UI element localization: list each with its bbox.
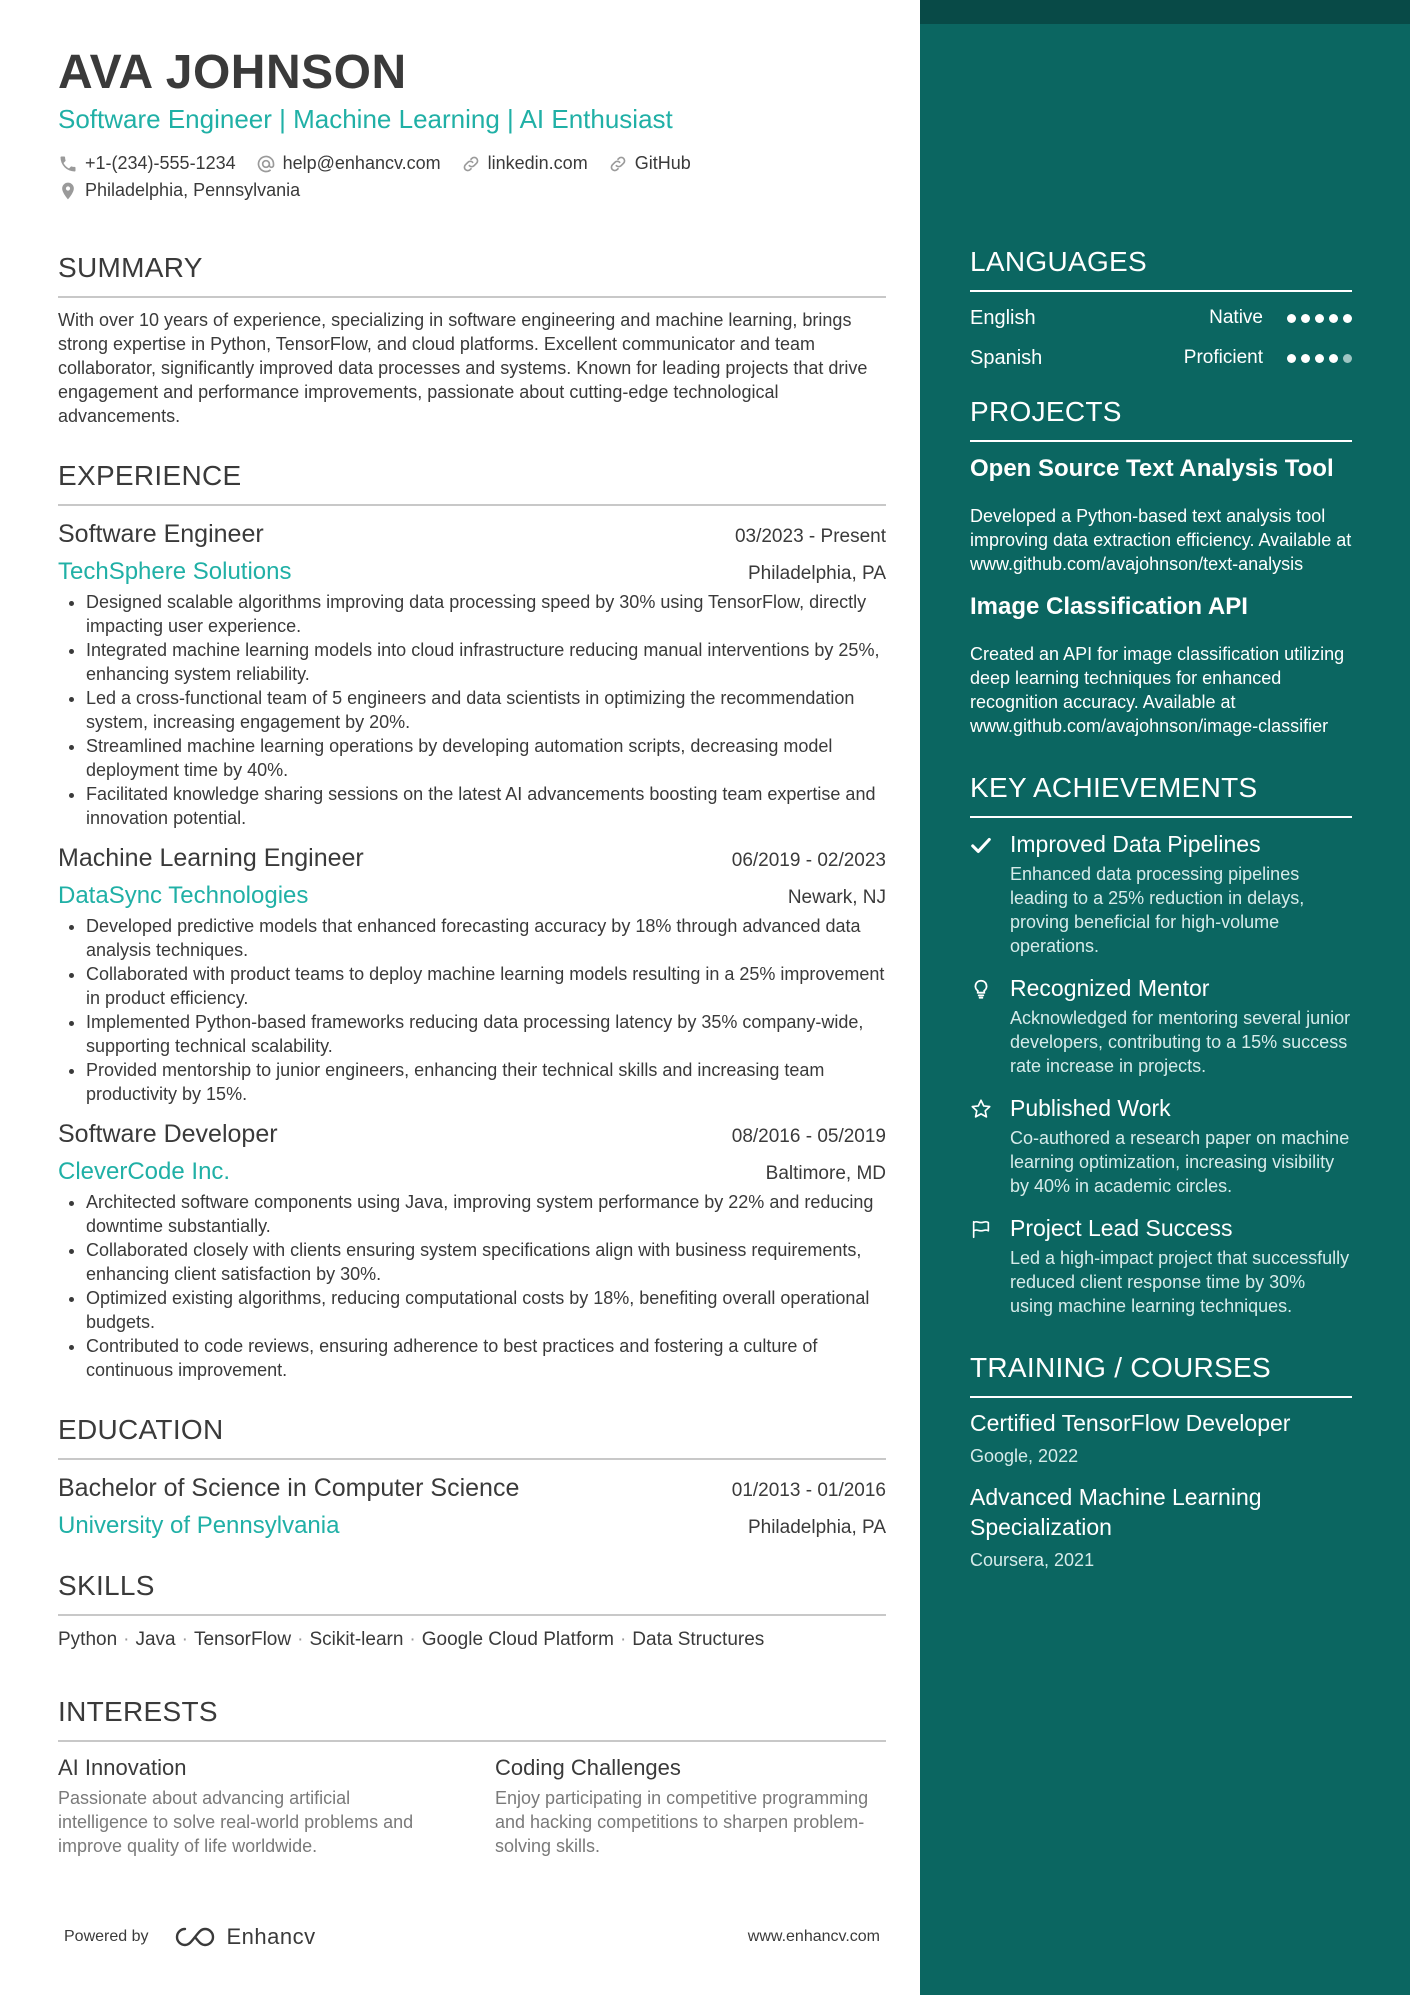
training-section [970, 1350, 1352, 1572]
interest-description: Passionate about advancing artificial intelligence to solve real-world problems and improve quality of life worldwide. [58, 1788, 414, 1856]
contact-location [58, 177, 818, 204]
job-title: Software Developer [58, 1120, 278, 1148]
job-entry [58, 840, 886, 1106]
language-row [970, 304, 1352, 332]
company-name: TechSphere Solutions [58, 558, 292, 585]
location-text: Philadelphia, Pennsylvania [85, 180, 301, 200]
interest-title: AI Innovation [58, 1755, 187, 1780]
achievements-heading: KEY ACHIEVEMENTS [970, 770, 1352, 818]
language-level: Proficient [1183, 347, 1263, 368]
achievement-item [970, 828, 1352, 958]
interest-description: Enjoy participating in competitive programming and hacking competitions to sharpen problem-solving skills. [495, 1788, 869, 1856]
achievements-section [970, 770, 1352, 1318]
project-title: Image Classification API [970, 593, 1248, 620]
linkedin-text: linkedin.com [487, 153, 588, 173]
bullet-item: • Streamlined machine learning operations by developing automation scripts, decreasing model deployment time by 40%. [86, 734, 886, 782]
sidebar-top-band [920, 0, 1410, 24]
achievement-title: Project Lead Success [1010, 1215, 1233, 1241]
bullet-item: • Contributed to code reviews, ensuring adherence to best practices and fostering a culture of continuous improvement. [86, 1334, 886, 1382]
languages-heading: LANGUAGES [970, 244, 1352, 292]
bullet-item: • Integrated machine learning models into cloud infrastructure reducing manual interventions by 25%, enhancing system reliability. [86, 638, 886, 686]
project-title: Open Source Text Analysis Tool [970, 455, 1334, 482]
interests-section [58, 1694, 886, 1858]
education-heading: EDUCATION [58, 1412, 886, 1460]
at-icon [256, 154, 276, 174]
summary-heading: SUMMARY [58, 250, 886, 298]
check-icon [970, 834, 992, 856]
language-name: English [970, 307, 1036, 329]
education-section [58, 1412, 886, 1542]
rating-dot [1287, 314, 1296, 323]
bullet-item: • Facilitated knowledge sharing sessions on the latest AI advancements boosting team expertise and innovation potential. [86, 782, 886, 830]
achievement-title: Published Work [1010, 1095, 1171, 1121]
job-location: Newark, NJ [787, 887, 886, 908]
rating-dot [1315, 354, 1324, 363]
bullet-item: • Developed predictive models that enhanced forecasting accuracy by 18% through advanced data analysis techniques. [86, 914, 886, 962]
footer [64, 1924, 880, 1950]
languages-section [970, 244, 1352, 372]
bullet-item: • Collaborated closely with clients ensuring system specifications align with business requirements, enhancing client satisfaction by 30%. [86, 1238, 886, 1286]
rating-dot [1301, 314, 1310, 323]
contact-list [58, 150, 818, 204]
brand-name: Enhancv [226, 1924, 316, 1949]
bullet-item: • Provided mentorship to junior engineers, enhancing their technical skills and increasing team productivity by 15%. [86, 1058, 886, 1106]
course-item [970, 1408, 1352, 1468]
summary-text: With over 10 years of experience, specializing in software engineering and machine learning, brings strong expertise in Python, TensorFlow, and cloud platforms. Excellent communicator and team collaborator, significantly improved data processes and systems. Known for leading projects that drive engagement and performance improvements, passionate about cutting-edge technological advancements. [58, 310, 868, 426]
education-location: Philadelphia, PA [747, 1517, 886, 1538]
job-bullets [58, 1190, 886, 1382]
candidate-name: AVA JOHNSON [58, 46, 407, 99]
skill-item: Data Structures [632, 1629, 765, 1650]
project-description: Developed a Python-based text analysis tool improving data extraction efficiency. Available at www.github.com/avajohnson/text-analysis [970, 506, 1352, 574]
job-bullets [58, 590, 886, 830]
sidebar-content [970, 244, 1352, 1572]
course-title: Certified TensorFlow Developer [970, 1410, 1291, 1436]
education-date: 01/2013 - 01/2016 [731, 1480, 886, 1501]
experience-section [58, 458, 886, 1382]
skill-item: TensorFlow [193, 1629, 292, 1650]
bullet-item: • Implemented Python-based frameworks reducing data processing latency by 35% company-wide, supporting technical scalability. [86, 1010, 886, 1058]
project-item [970, 452, 1352, 576]
skill-separator: · [297, 1629, 304, 1650]
school-name: University of Pennsylvania [58, 1512, 340, 1539]
skill-separator: · [619, 1629, 627, 1650]
rating-dot [1301, 354, 1310, 363]
powered-by-label: Powered by [64, 1928, 149, 1945]
achievement-description: Co-authored a research paper on machine learning optimization, increasing visibility by 40% in academic circles. [1010, 1128, 1350, 1196]
job-bullets [58, 914, 886, 1106]
footer-url[interactable]: www.enhancv.com [747, 1928, 880, 1945]
rating-dot [1343, 314, 1352, 323]
summary-section [58, 250, 886, 428]
course-item [970, 1482, 1352, 1572]
achievement-item [970, 972, 1352, 1078]
achievement-item [970, 1212, 1352, 1318]
job-date: 03/2023 - Present [734, 526, 886, 547]
rating-dot [1329, 354, 1338, 363]
contact-github[interactable] [608, 150, 691, 177]
language-name: Spanish [970, 347, 1043, 369]
achievement-description: Acknowledged for mentoring several junior developers, contributing to a 15% success rate increase in projects. [1010, 1008, 1351, 1076]
project-description: Created an API for image classification utilizing deep learning techniques for enhanced recognition accuracy. Available at www.github.com/avajohnson/image-classifier [970, 644, 1345, 736]
degree-title: Bachelor of Science in Computer Science [58, 1474, 520, 1502]
email-text: help@enhancv.com [282, 153, 441, 173]
candidate-headline: Software Engineer | Machine Learning | AI Enthusiast [58, 104, 673, 134]
rating-dot [1343, 354, 1352, 363]
experience-heading: EXPERIENCE [58, 458, 886, 506]
rating-dot [1329, 314, 1338, 323]
projects-heading: PROJECTS [970, 394, 1352, 442]
skills-section [58, 1568, 886, 1654]
location-pin-icon [58, 181, 78, 201]
achievement-item [970, 1092, 1352, 1198]
skill-item: Google Cloud Platform [421, 1629, 614, 1650]
course-title: Advanced Machine Learning Specialization [970, 1484, 1262, 1540]
phone-text: +1-(234)-555-1234 [85, 153, 236, 173]
contact-linkedin[interactable] [461, 150, 588, 177]
skill-separator: · [181, 1629, 188, 1650]
job-location: Baltimore, MD [765, 1163, 886, 1184]
language-level: Native [1209, 307, 1263, 328]
achievement-description: Enhanced data processing pipelines leading to a 25% reduction in delays, proving beneficial for high-volume operations. [1010, 864, 1305, 956]
star-icon [970, 1098, 992, 1120]
bullet-item: • Architected software components using Java, improving system performance by 22% and reducing downtime substantially. [86, 1190, 886, 1238]
powered-by [64, 1924, 316, 1950]
course-provider: Coursera, 2021 [970, 1550, 1095, 1570]
link-icon [608, 154, 628, 174]
brand-logo[interactable] [173, 1924, 316, 1950]
bullet-item: • Optimized existing algorithms, reducing computational costs by 18%, benefiting overall operational budgets. [86, 1286, 886, 1334]
education-entry [58, 1470, 886, 1542]
bullet-item: • Led a cross-functional team of 5 engineers and data scientists in optimizing the recommendation system, increasing engagement by 20%. [86, 686, 886, 734]
interests-heading: INTERESTS [58, 1694, 886, 1742]
job-entry [58, 516, 886, 830]
bullet-item: • Collaborated with product teams to deploy machine learning models resulting in a 25% improvement in product efficiency. [86, 962, 886, 1010]
course-provider: Google, 2022 [970, 1446, 1079, 1466]
main-column [58, 44, 886, 1858]
bullet-item: • Designed scalable algorithms improving data processing speed by 30% using TensorFlow, directly impacting user experience. [86, 590, 886, 638]
skills-list [58, 1626, 886, 1654]
language-row [970, 344, 1352, 372]
phone-icon [58, 154, 78, 174]
project-item [970, 590, 1352, 738]
job-title: Software Engineer [58, 520, 264, 548]
job-date: 06/2019 - 02/2023 [731, 850, 886, 871]
contact-email[interactable] [256, 150, 441, 177]
skill-item: Java [135, 1629, 176, 1650]
skill-separator: · [409, 1629, 416, 1650]
achievement-title: Improved Data Pipelines [1010, 831, 1261, 857]
github-text: GitHub [634, 153, 691, 173]
flag-icon [970, 1218, 992, 1240]
achievement-description: Led a high-impact project that successfully reduced client response time by 30% using machine learning techniques. [1010, 1248, 1350, 1316]
rating-dot [1287, 354, 1296, 363]
skills-heading: SKILLS [58, 1568, 886, 1616]
skill-item: Python [58, 1629, 118, 1650]
rating-dot [1315, 314, 1324, 323]
job-entry [58, 1116, 886, 1382]
interest-title: Coding Challenges [495, 1755, 681, 1780]
contact-phone [58, 150, 236, 177]
link-icon [461, 154, 481, 174]
enhancv-logo-icon [173, 1925, 219, 1949]
language-rating [1287, 354, 1352, 363]
company-name: DataSync Technologies [58, 882, 309, 909]
skill-item: Scikit-learn [309, 1629, 404, 1650]
company-name: CleverCode Inc. [58, 1158, 231, 1185]
skill-separator: · [123, 1629, 130, 1650]
lightbulb-icon [970, 978, 992, 1000]
interest-item [58, 1752, 441, 1858]
job-title: Machine Learning Engineer [58, 844, 364, 872]
projects-section [970, 394, 1352, 738]
job-date: 08/2016 - 05/2019 [731, 1126, 886, 1147]
achievement-title: Recognized Mentor [1010, 975, 1210, 1001]
interest-item [495, 1752, 878, 1858]
job-location: Philadelphia, PA [747, 563, 886, 584]
training-heading: TRAINING / COURSES [970, 1350, 1352, 1398]
language-rating [1287, 314, 1352, 323]
